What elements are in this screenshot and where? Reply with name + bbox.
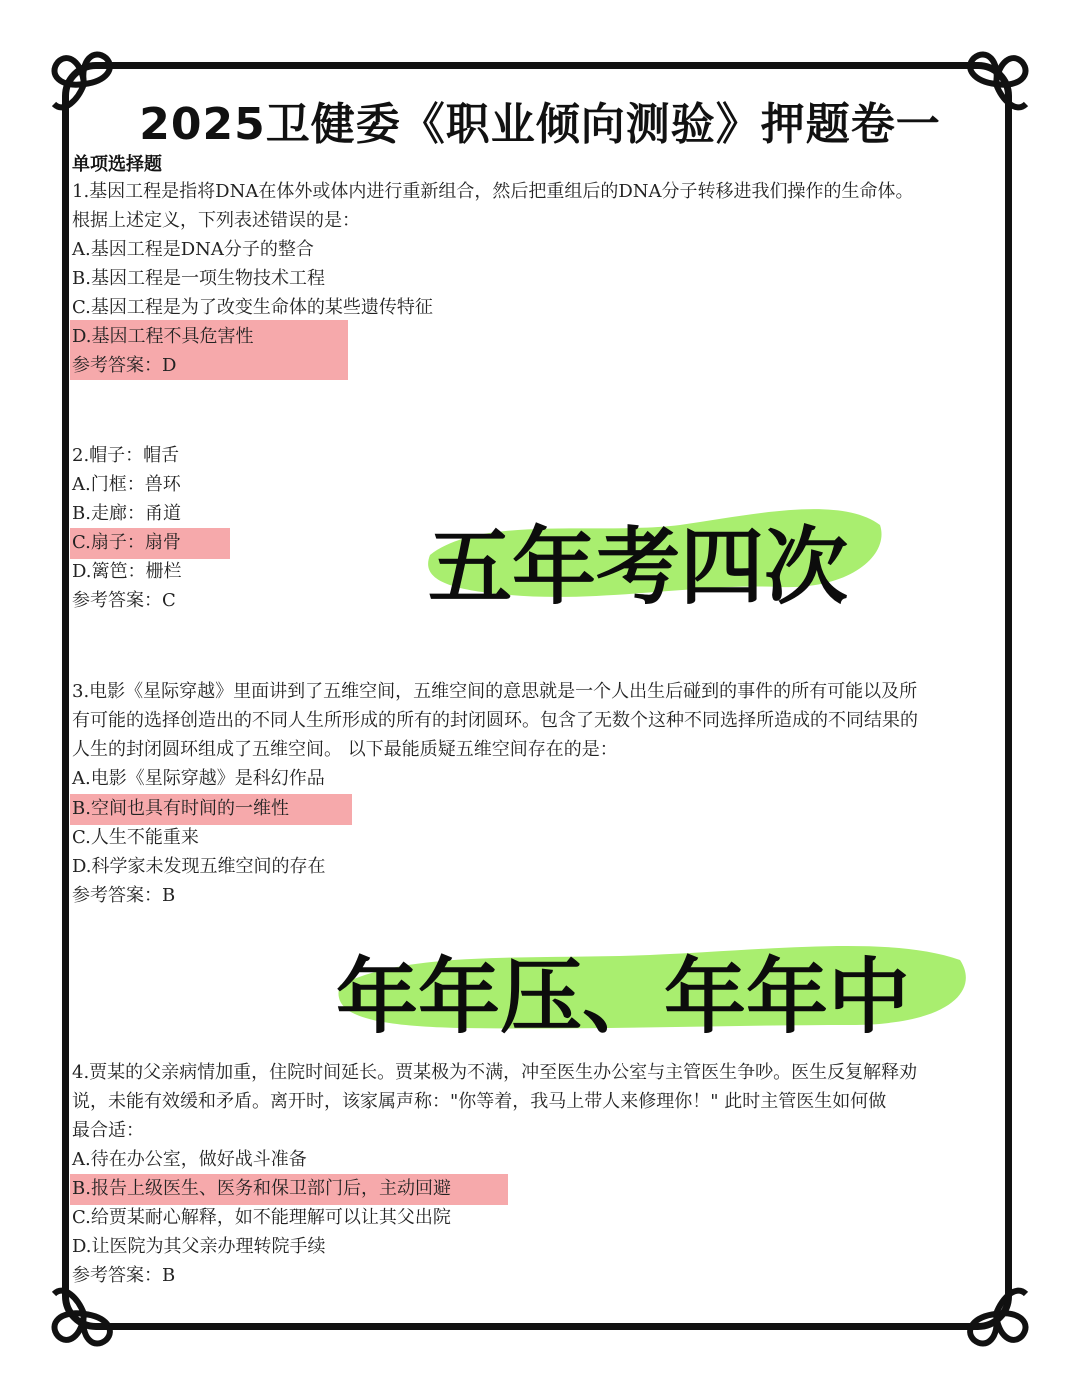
question-3-stem-line-2: 有可能的选择创造出的不同人生所形成的所有的封闭圆环。包含了无数个这种不同选择所造成的不同结果的 [72,710,918,731]
page-title: 2025卫健委《职业倾向测验》押题卷一 [139,99,941,150]
question-3-option-d: D.科学家未发现五维空间的存在 [72,856,326,877]
question-1-option-d: D.基因工程不具危害性 [72,326,254,347]
question-2-option-b: B.走廊：甬道 [72,503,181,524]
question-4-option-a: A.待在办公室，做好战斗准备 [72,1149,307,1170]
question-4-answer: 参考答案：B [72,1265,176,1286]
promo-stamp-1: 五年考四次 [428,518,849,616]
question-4-option-c: C.给贾某耐心解释，如不能理解可以让其父出院 [72,1207,451,1228]
question-3-option-a: A.电影《星际穿越》是科幻作品 [72,768,325,789]
question-2-answer: 参考答案：C [72,590,176,611]
corner-ornament-bottom-right [952,1270,1040,1358]
question-2-option-d: D.篱笆：栅栏 [72,561,182,582]
question-2-stem: 2.帽子：帽舌 [72,445,180,466]
section-label: 单项选择题 [72,154,162,175]
question-1-answer: 参考答案：D [72,355,177,376]
question-1-option-c: C.基因工程是为了改变生命体的某些遗传特征 [72,297,433,318]
question-1-option-a: A.基因工程是DNA分子的整合 [72,239,314,260]
question-2-option-a: A.门框：兽环 [72,474,181,495]
question-3-stem-line-3: 人生的封闭圆环组成了五维空间。 以下最能质疑五维空间存在的是： [72,739,618,760]
question-3-option-c: C.人生不能重来 [72,827,199,848]
question-4-option-b: B.报告上级医生、医务和保卫部门后，主动回避 [72,1178,451,1199]
question-3-option-b: B.空间也具有时间的一维性 [72,798,289,819]
question-1-option-b: B.基因工程是一项生物技术工程 [72,268,325,289]
question-4-stem-line-2: 说，未能有效缓和矛盾。离开时，该家属声称："你等着，我马上带人来修理你！" 此时主管医生如何做 [72,1091,887,1112]
question-3-answer: 参考答案：B [72,885,176,906]
question-4-stem-line-1: 4.贾某的父亲病情加重，住院时间延长。贾某极为不满，冲至医生办公室与主管医生争吵。医生反复解释劝 [72,1062,918,1083]
promo-stamp-2: 年年压、年年中 [336,950,911,1045]
question-1-stem-line-1: 1.基因工程是指将DNA在体外或体内进行重新组合，然后把重组后的DNA分子转移进我们操作的生命体。 [72,181,914,202]
question-4-stem-line-3: 最合适： [72,1120,144,1141]
question-1-stem-line-2: 根据上述定义，下列表述错误的是： [72,210,360,231]
question-4-option-d: D.让医院为其父亲办理转院手续 [72,1236,326,1257]
question-3-stem-line-1: 3.电影《星际穿越》里面讲到了五维空间，五维空间的意思就是一个人出生后碰到的事件的所有可能以及所 [72,681,918,702]
question-2-option-c: C.扇子：扇骨 [72,532,181,553]
